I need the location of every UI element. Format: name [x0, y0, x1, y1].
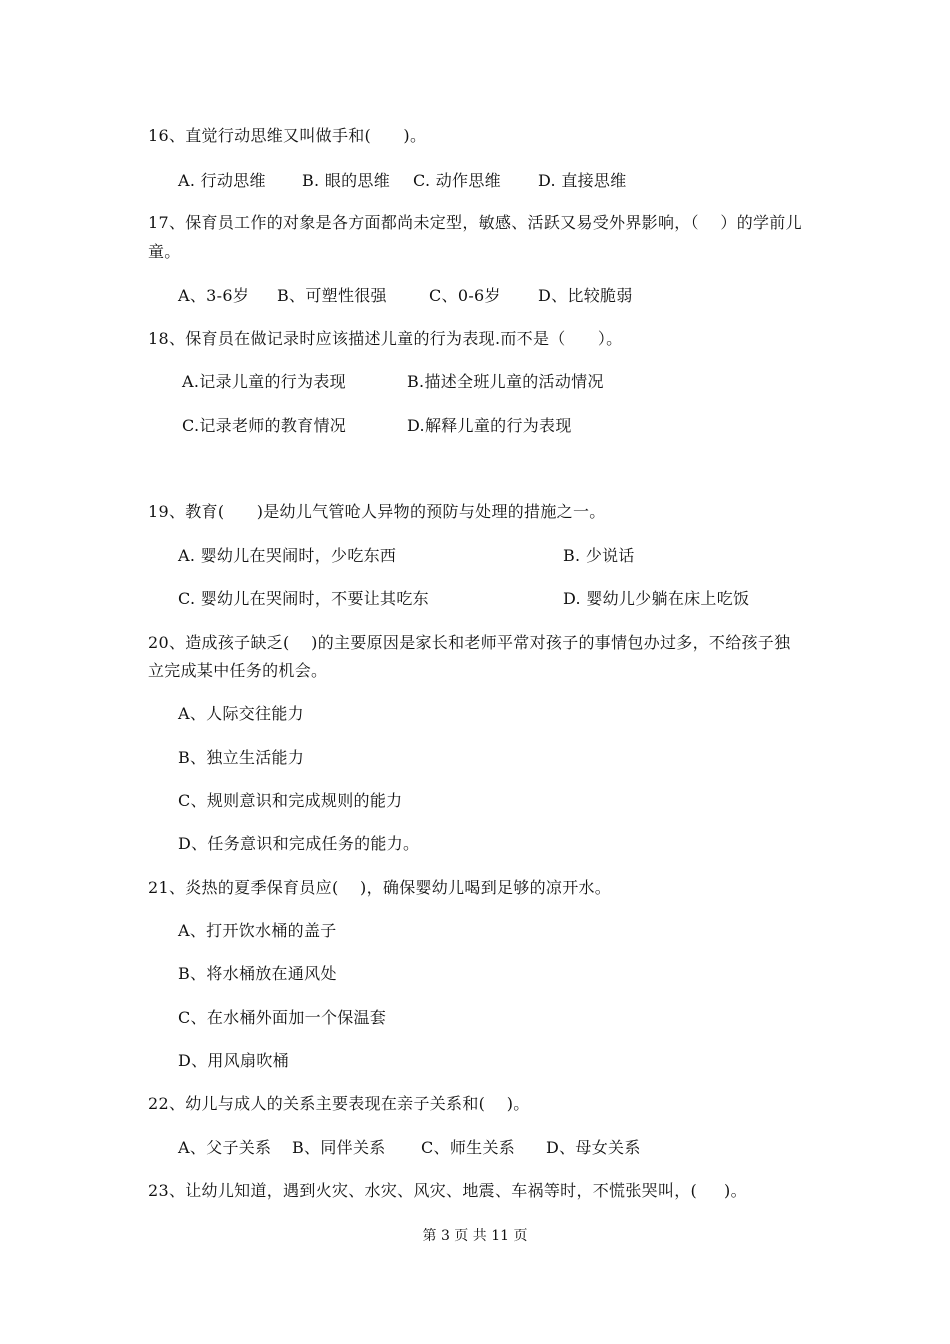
page-footer: 第 3 页 共 11 页: [422, 1228, 528, 1244]
question-19-option-d: D. 婴幼儿少躺在床上吃饭: [563, 589, 750, 608]
question-18-option-d: D.解释儿童的行为表现: [407, 416, 572, 435]
question-17-stem-line-1: 17、保育员工作的对象是各方面都尚未定型，敏感、活跃又易受外界影响，（ ）的学前儿: [148, 213, 802, 232]
question-21-option-d: D、用风扇吹桶: [178, 1051, 289, 1070]
question-20-option-d: D、任务意识和完成任务的能力。: [178, 834, 420, 853]
question-16-option-a: A. 行动思维: [178, 171, 266, 190]
question-21-stem: 21、炎热的夏季保育员应( )，确保婴幼儿喝到足够的凉开水。: [148, 878, 612, 897]
question-17-stem-line-2: 童。: [148, 242, 181, 261]
question-18-option-c: C.记录老师的教育情况: [182, 416, 347, 435]
question-22-option-a: A、父子关系: [178, 1138, 272, 1157]
question-18-option-b: B.描述全班儿童的活动情况: [407, 372, 604, 391]
question-21-option-b: B、将水桶放在通风处: [178, 964, 337, 983]
question-18-option-a: A.记录儿童的行为表现: [182, 372, 346, 391]
question-17-option-d: D、比较脆弱: [538, 286, 633, 305]
question-17-option-a: A、3-6岁: [178, 286, 250, 305]
question-19-option-c: C. 婴幼儿在哭闹时，不要让其吃东: [178, 589, 429, 608]
question-20-option-c: C、规则意识和完成规则的能力: [178, 791, 403, 810]
question-16-stem: 16、直觉行动思维又叫做手和( )。: [148, 126, 427, 145]
question-22-stem: 22、幼儿与成人的关系主要表现在亲子关系和( )。: [148, 1094, 530, 1113]
question-20-option-b: B、独立生活能力: [178, 748, 305, 767]
question-22-option-b: B、同伴关系: [292, 1138, 386, 1157]
question-17-option-c: C、0-6岁: [429, 286, 501, 305]
question-22-option-d: D、母女关系: [546, 1138, 641, 1157]
question-20-option-a: A、人际交往能力: [178, 704, 304, 723]
question-19-stem: 19、教育( )是幼儿气管呛人异物的预防与处理的措施之一。: [148, 502, 606, 521]
question-17-option-b: B、可塑性很强: [277, 286, 387, 305]
question-19-option-a: A. 婴幼儿在哭闹时，少吃东西: [178, 546, 397, 565]
question-21-option-a: A、打开饮水桶的盖子: [178, 921, 337, 940]
question-22-option-c: C、师生关系: [421, 1138, 516, 1157]
question-23-stem: 23、让幼儿知道，遇到火灾、水灾、风灾、地震、车祸等时，不慌张哭叫，( )。: [148, 1181, 747, 1200]
question-20-stem-line-2: 立完成某中任务的机会。: [148, 661, 328, 680]
question-20-stem-line-1: 20、造成孩子缺乏( )的主要原因是家长和老师平常对孩子的事情包办过多，不给孩子独: [148, 633, 791, 652]
question-16-option-d: D. 直接思维: [538, 171, 627, 190]
question-19-option-b: B. 少说话: [563, 546, 635, 565]
question-16-option-b: B. 眼的思维: [302, 171, 391, 190]
question-21-option-c: C、在水桶外面加一个保温套: [178, 1008, 387, 1027]
question-18-stem: 18、保育员在做记录时应该描述儿童的行为表现.而不是（ ）。: [148, 329, 623, 348]
question-16-option-c: C. 动作思维: [413, 171, 501, 190]
